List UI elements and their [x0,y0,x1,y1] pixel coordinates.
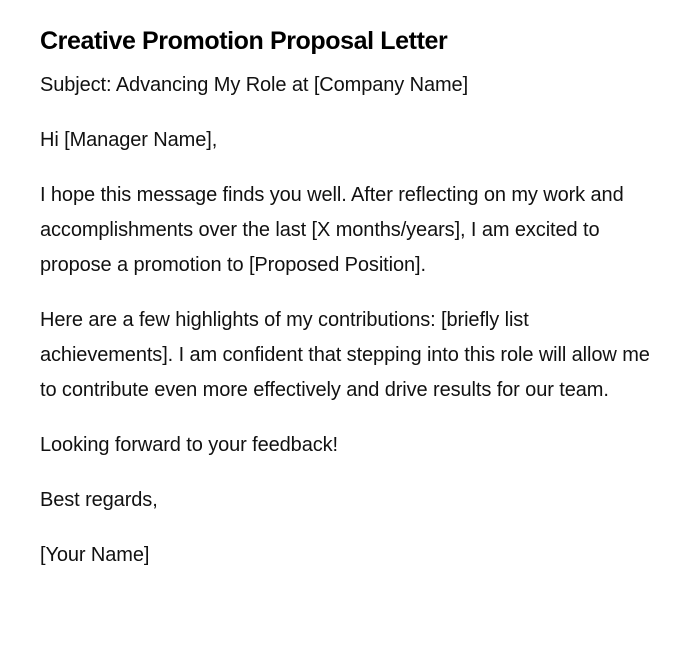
greeting: Hi [Manager Name], [40,129,218,151]
body-paragraph-intro: I hope this message finds you well. After reflecting on my work and accomplishments over the last [X months/years], I am excited to propose a promotion to [Proposed Position]. [40,184,624,276]
sign-off: Best regards, [40,489,158,511]
document-title: Creative Promotion Proposal Letter [40,27,448,55]
subject-line: Subject: Advancing My Role at [Company Name] [40,74,469,96]
signature: [Your Name] [40,544,150,566]
closing-line: Looking forward to your feedback! [40,434,338,456]
body-paragraph-highlights: Here are a few highlights of my contributions: [briefly list achievements]. I am confident that stepping into this role will allow me to contribute even more effectively and drive results for our team. [40,309,650,401]
